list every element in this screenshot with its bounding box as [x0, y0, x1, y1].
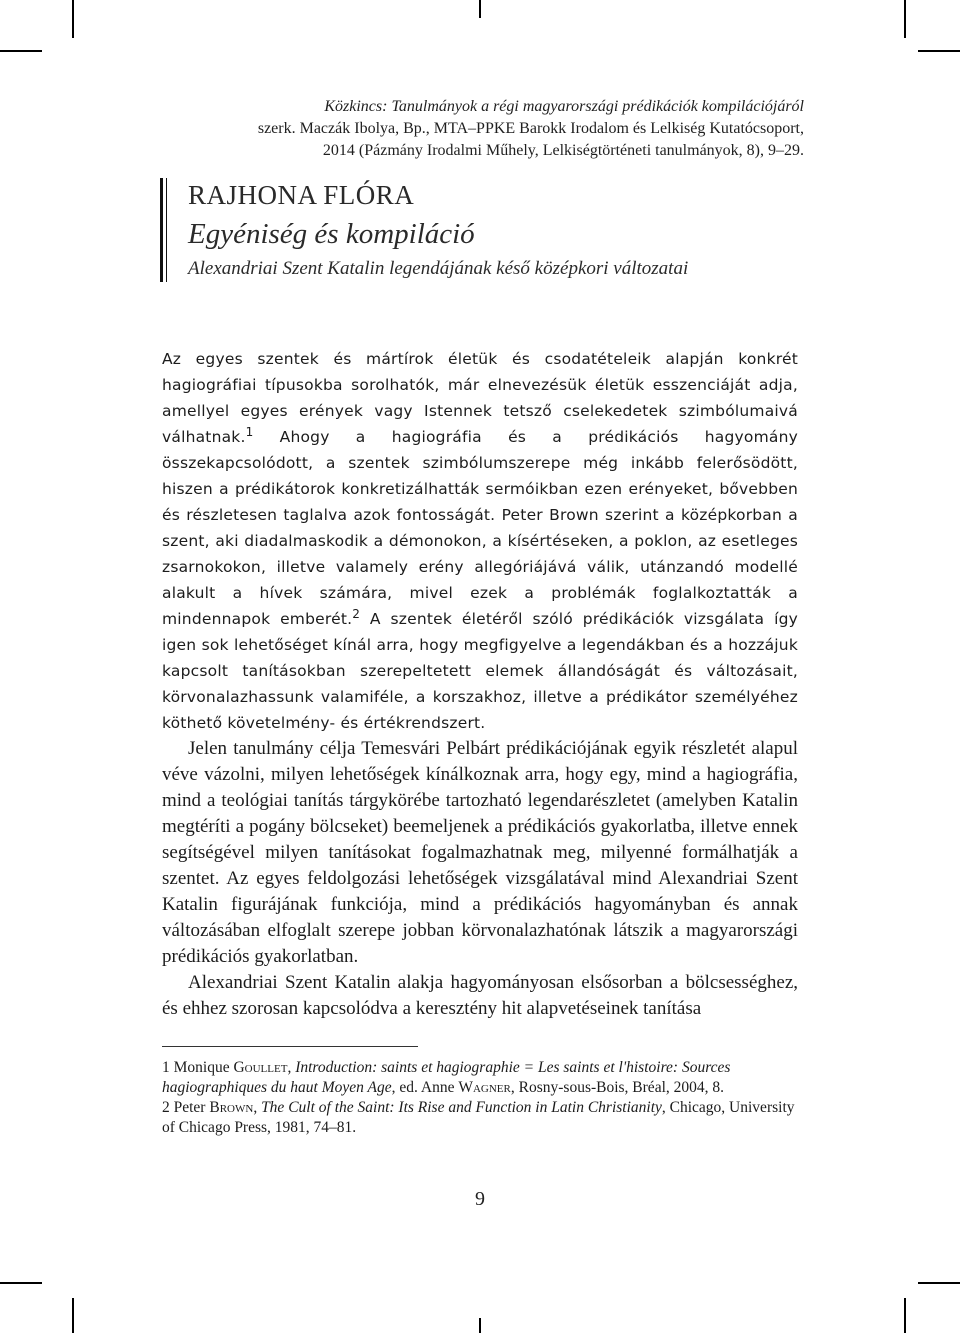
footnote-1: 1 Monique Goullet, Introduction: saints et hagiographie = Les saints et l'histoire: Sources hagiographiques du haut Moyen Age, ed. Anne Wagner, Rosny-sous-Bois, Bréal, 2004, 8.: [162, 1059, 731, 1096]
footnote-2: 2 Peter Brown, The Cult of the Saint: Its Rise and Function in Latin Christianity, Chicago, University of Chicago Press, 1981, 74–81.: [162, 1099, 795, 1136]
crop-mark-bottom-left-h: [0, 1282, 42, 1284]
footnote-ref-2[interactable]: 2: [352, 607, 361, 621]
footnote-1-title: Introduction: saints et hagiographie = Les saints et l'histoire: Sources hagiographiques du haut Moyen Age: [162, 1059, 731, 1096]
crop-mark-top-right-v: [904, 0, 906, 38]
footnote-1-ed: , ed. Anne: [391, 1079, 459, 1096]
article-title: Egyéniség és kompiláció: [188, 218, 475, 250]
header-volume-title: Közkincs: Tanulmányok a régi magyarországi prédikációk kompilációjáról: [324, 98, 804, 115]
footnote-2-number: 2: [162, 1099, 170, 1116]
crop-mark-bottom-left-v: [72, 1298, 74, 1333]
article-body: [162, 346, 798, 1022]
crop-mark-top-left-h: [0, 50, 42, 52]
footnote-2-rest: , Chicago, University of Chicago Press, 1981, 74–81.: [162, 1099, 795, 1136]
article-subtitle: Alexandriai Szent Katalin legendájának késő középkori változatai: [188, 258, 689, 279]
page-number: 9: [475, 1188, 485, 1210]
crop-mark-top-left-v: [72, 0, 74, 38]
title-rule-thick: [160, 178, 163, 282]
crop-mark-bottom-right-h: [918, 1282, 960, 1284]
paragraph-3: Alexandriai Szent Katalin alakja hagyományosan elsősorban a bölcsességhez, és ehhez szorosan kapcsolódva a keresztény hit alapvetéseinek tanítása: [162, 972, 798, 1019]
crop-mark-bottom-right-v: [904, 1298, 906, 1333]
footnote-ref-1[interactable]: 1: [245, 425, 254, 439]
article-author: RAJHONA FLÓRA: [188, 180, 415, 210]
footnote-separator: [162, 1046, 418, 1047]
footnote-2-author-last: Brown: [209, 1099, 254, 1116]
footnote-2-author-first: Peter: [173, 1099, 206, 1116]
footnote-1-author-last: Goullet: [233, 1059, 288, 1076]
header-series-line: 2014 (Pázmány Irodalmi Műhely, Lelkiségtörténeti tanulmányok, 8), 9–29.: [322, 142, 804, 159]
title-rule-thin: [166, 178, 167, 282]
footnote-1-author-first: Monique: [173, 1059, 230, 1076]
paragraph-2: Jelen tanulmány célja Temesvári Pelbárt prédikációjának egyik részletét alapul véve vázolni, milyen lehetőségek kínálkoznak arra, hogy egy, mind a hagiográfia, mind a teológiai tanítás tárgykörébe tartozható legendarészletet (amelyben Katalin megtéríti a pogány bölcseket) beemeljenek a prédikációs gyakorlatba, illetve ennek segítségével milyen tanításokat fogalmazhatnak meg, milyenné formálhatják a szentet. Az egyes feldolgozási lehetőségek vizsgálatával mind Alexandriai Szent Katalin figurájának funkciója, mind a prédikációs hagyományban és annak változásában elfoglalt szerepe jobban körvonalazhatónak látszik a magyarországi prédikációs gyakorlatban.: [162, 738, 798, 967]
crop-mark-bottom-center: [479, 1318, 481, 1333]
crop-mark-top-center: [479, 0, 481, 18]
footnote-1-rest: , Rosny-sous-Bois, Bréal, 2004, 8.: [510, 1079, 724, 1096]
paragraph-1: [162, 346, 798, 736]
footnote-1-number: 1: [162, 1059, 170, 1076]
footnote-2-title: The Cult of the Saint: Its Rise and Function in Latin Christianity: [261, 1099, 662, 1116]
crop-mark-top-right-h: [918, 50, 960, 52]
bibliographic-header: [164, 96, 804, 162]
footnote-1-editor: Wagner: [458, 1079, 511, 1096]
paragraph-1-part-c: A szentek életéről szóló prédikációk vizsgálata így igen sok lehetőséget kínál arra, hogy megfigyelve a legendákban és a hozzájuk kapcsolt tanításokban szerepeltetett elemek állandóságát és változásait, körvonalazhassunk valamiféle, a korszakhoz, illetve a prédikátor személyéhez köthető követelmény- és értékrendszert.: [162, 610, 798, 732]
paragraph-1-part-a: Az egyes szentek és mártírok életük és csodatételeik alapján konkrét hagiográfiai típusokba sorolhatók, már elnevezésük életük esszenciáját adja, amellyel egyes erények vagy Istennek tetsző cselekedetek szimbólumaivá válhatnak.: [162, 350, 798, 446]
header-editor-line: szerk. Maczák Ibolya, Bp., MTA–PPKE Barokk Irodalom és Lelkiség Kutatócsoport,: [257, 120, 804, 137]
paragraph-1-part-b: Ahogy a hagiográfia és a prédikációs hagyomány összekapcsolódott, a szentek szimbólumszerepe még inkább felerősödött, hiszen a prédikátorok konkretizálhatták sermóikban ezen erényeket, bővebben és részletesen taglalva azok fontosságát. Peter Brown szerint a középkorban a szent, aki diadalmaskodik a démonokon, a kísértéseken, a poklon, az esetleges zsarnokokon, illetve valamely erény allegóriájává válik, utánzandó modellé alakult a hívek számára, mivel ezek a problémák foglalkoztatták a mindennapok emberét.: [162, 428, 798, 628]
footnotes: [162, 1058, 798, 1138]
